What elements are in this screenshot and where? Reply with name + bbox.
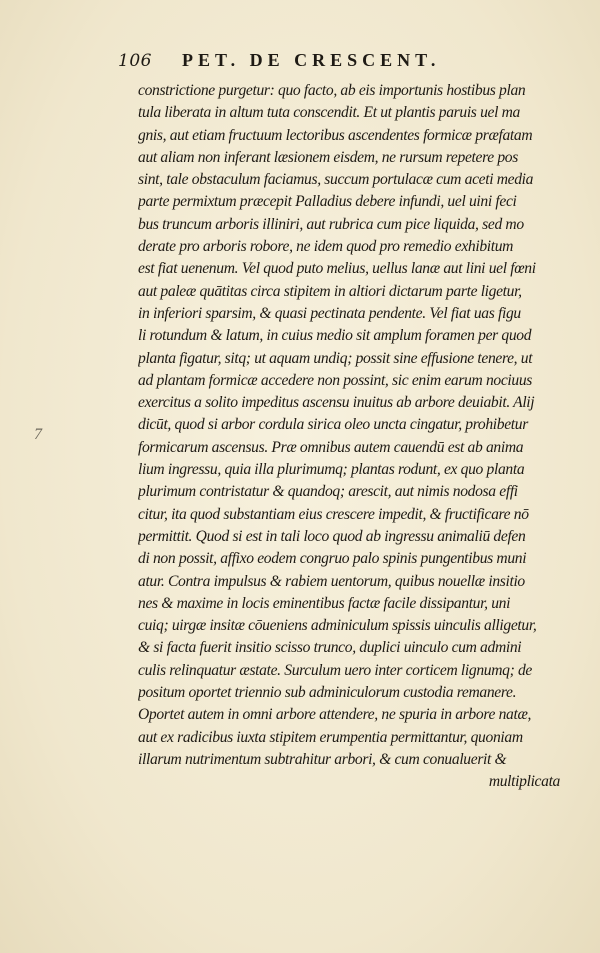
text-line: cuiq; uirgæ insitæ cōueniens adminiculum spissis uinculis alligetur, — [138, 617, 537, 635]
text-line: Oportet autem in omni arbore attendere, ne spuria in arbore natæ, — [138, 706, 532, 724]
running-title: PET. DE CRESCENT. — [181, 50, 441, 70]
text-line: gnis, aut etiam fructuum lectoribus ascendentes formicæ præfatam — [138, 126, 533, 144]
text-line: planta figatur, sitq; ut aquam undiq; possit sine effusione tenere, ut — [138, 349, 533, 367]
text-line: citur, ita quod substantiam eius crescere impedit, & fructificare nō — [138, 505, 529, 523]
folio-number: 106 — [118, 51, 152, 71]
text-line: permittit. Quod si est in tali loco quod ab ingressu animaliū defen — [138, 527, 526, 545]
margin-mark: 7 — [34, 426, 42, 443]
text-line: parte permixtum præcepit Palladius debere infundi, uel uini feci — [138, 193, 517, 211]
text-line: lium ingressu, quia illa plurimumq; plantas rodunt, ex quo planta — [138, 461, 525, 479]
text-line: positum oportet triennio sub adminiculorum custodia remanere. — [138, 684, 517, 702]
text-line: est fiat uenenum. Vel quod puto melius, uellus lanæ aut lini uel fœni — [138, 260, 536, 278]
text-line: aut aliam non inferant læsionem eisdem, ne rursum repetere pos — [138, 148, 518, 166]
text-line: formicarum ascensus. Præ omnibus autem cauendū est ab anima — [138, 438, 524, 456]
text-line: atur. Contra impulsus & rabiem uentorum, quibus nouellæ insitio — [138, 572, 525, 590]
page-header — [118, 50, 518, 76]
text-line: illarum nutrimentum subtrahitur arbori, & cum conualuerit & — [138, 750, 507, 768]
text-line: sint, tale obstaculum faciamus, succum portulacæ cum aceti media — [138, 171, 534, 189]
text-line: & si facta fuerit insitio scisso trunco, duplici uinculo cum admini — [138, 639, 522, 657]
text-line: bus truncum arboris illiniri, aut rubrica cum pice liquida, sed mo — [138, 215, 524, 233]
text-line: culis relinquatur æstate. Surculum uero inter corticem lignumq; de — [138, 661, 532, 679]
text-line: li rotundum & latum, in cuius medio sit amplum foramen per quod — [138, 327, 532, 345]
text-line: aut paleæ quātitas circa stipitem in altiori dictarum parte ligetur, — [138, 282, 522, 300]
text-line: ad plantam formicæ accedere non possint, sic enim earum nociuus — [138, 371, 533, 389]
text-line: in inferiori sparsim, & quasi pectinata pendente. Vel fiat uas figu — [138, 304, 521, 322]
text-line: exercitus a solito impeditus ascensu inuitus ab arbore deuiabit. Alij — [138, 394, 535, 412]
text-line: constrictione purgetur: quo facto, ab eis importunis hostibus plan — [138, 82, 526, 99]
text-line: dicūt, quod si arbor cordula sirica oleo uncta cingatur, prohibetur — [138, 416, 528, 434]
text-line: derate pro arboris robore, ne idem quod pro remedio exhibitum — [138, 238, 514, 256]
text-line: tula liberata in altum tuta conscendit. Et ut plantis paruis uel ma — [138, 104, 520, 122]
text-line: plurimum contristatur & quandoq; arescit, aut nimis nodosa effi — [138, 483, 518, 501]
body-text — [138, 80, 562, 794]
text-line: aut ex radicibus iuxta stipitem erumpentia permittantur, quoniam — [138, 728, 523, 746]
text-line: di non possit, affixo eodem congruo palo spinis pungentibus muni — [138, 550, 527, 568]
text-line: nes & maxime in locis eminentibus factæ facile dissipantur, uni — [138, 594, 511, 612]
catchword: multiplicata — [488, 773, 560, 791]
